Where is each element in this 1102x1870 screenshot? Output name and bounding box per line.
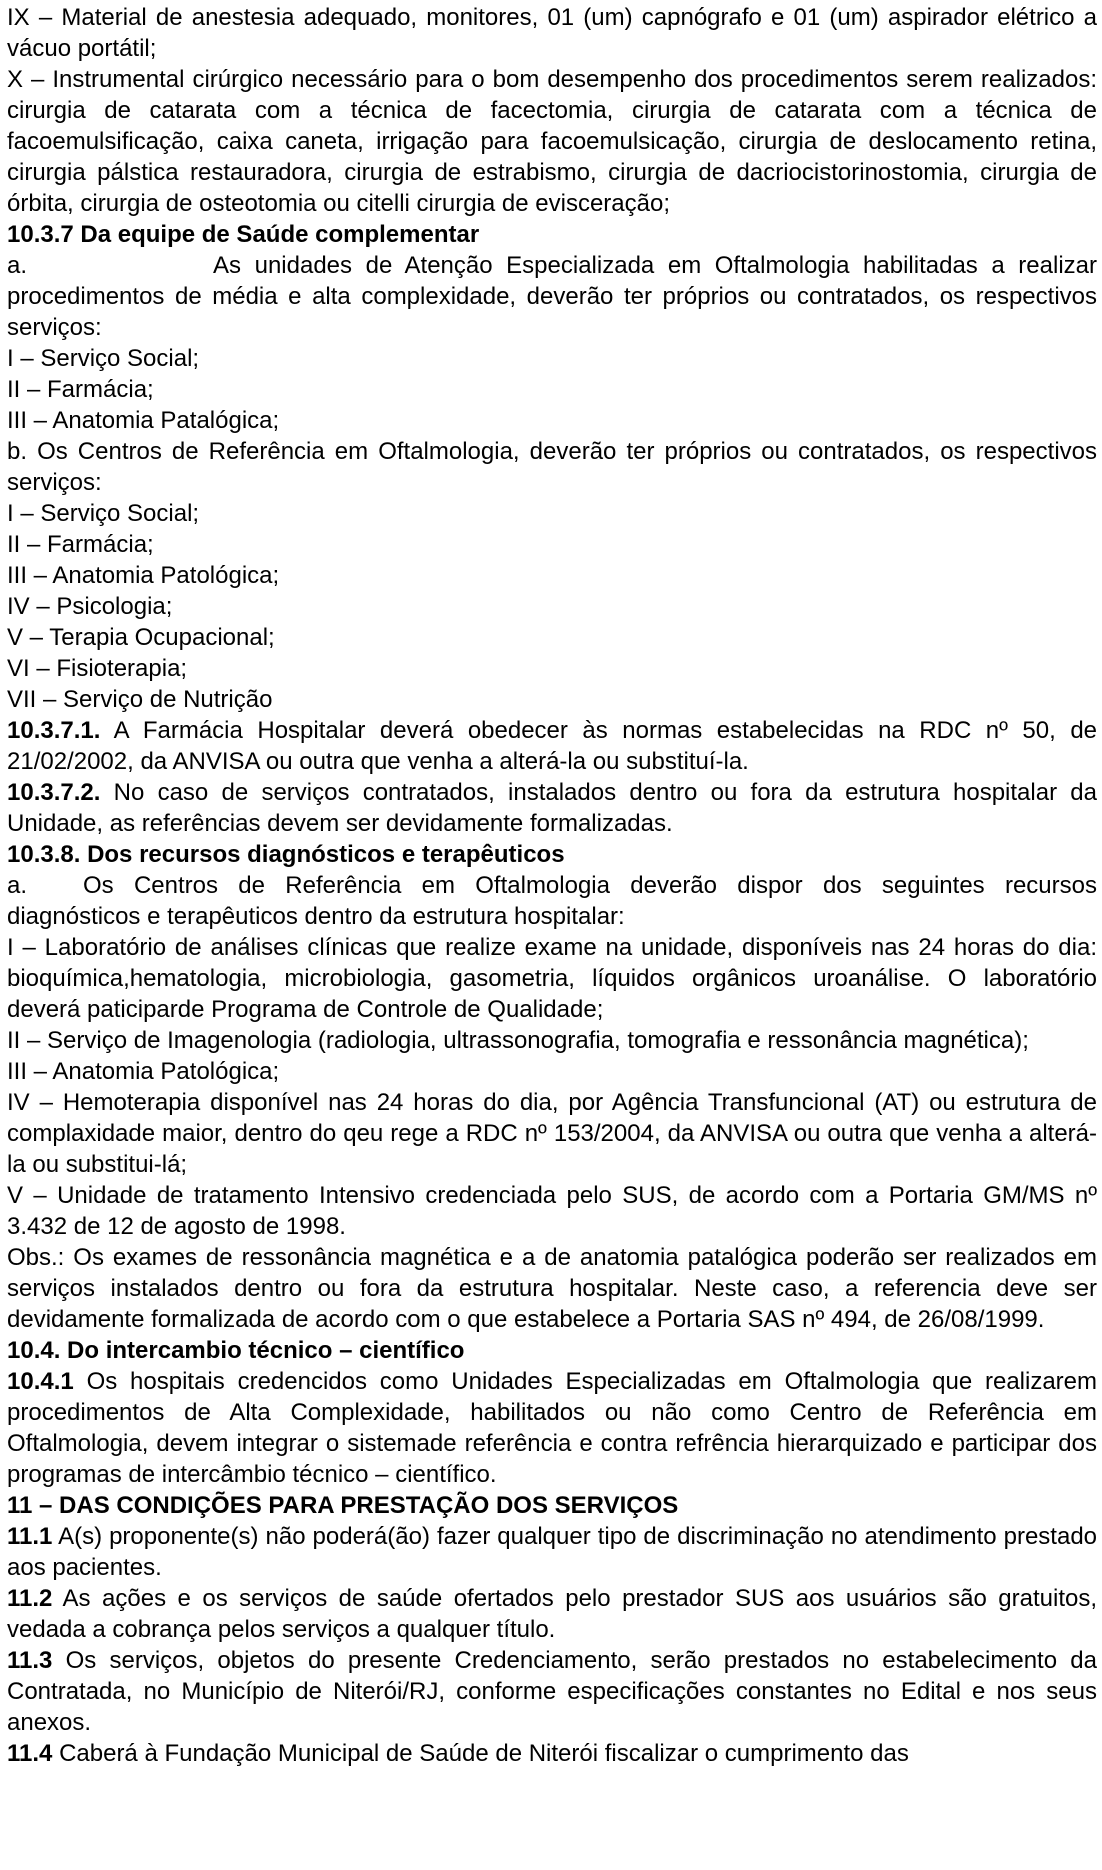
list-item-iv: IV – Hemoterapia disponível nas 24 horas do dia, por Agência Transfuncional (AT) ou estrutura de complaxidade maior, dentro do qeu rege a RDC nº 153/2004, da ANVISA ou outra que venha a alterá-la ou substitui-lá; [7, 1089, 1097, 1178]
list-item: I – Serviço Social; [7, 500, 200, 527]
list-item: III – Anatomia Patalógica; [7, 407, 280, 434]
paragraph-number: 11.3 [7, 1647, 53, 1674]
section-heading-11: 11 – DAS CONDIÇÕES PARA PRESTAÇÃO DOS SERVIÇOS [7, 1492, 679, 1519]
paragraph-text: As unidades de Atenção Especializada em Oftalmologia habilitadas a realizar procedimentos de média e alta complexidade, deverão ter próprios ou contratados, os respectivos serviços: [7, 252, 1097, 341]
paragraph-text: As ações e os serviços de saúde ofertados pelo prestador SUS aos usuários são gratuitos, vedada a cobrança pelos serviços a qualquer título. [7, 1585, 1097, 1643]
paragraph-text: Caberá à Fundação Municipal de Saúde de Niterói fiscalizar o cumprimento das [59, 1740, 909, 1767]
paragraph-a-10-3-7 [7, 250, 1097, 343]
paragraph-text: Os hospitais credencidos como Unidades Especializadas em Oftalmologia que realizarem procedimentos de Alta Complexidade, habilitados ou não como Centro de Referência em Oftalmologia, devem integrar o sistemade referência e contra refrência hierarquizado e participar dos programas de intercâmbio técnico – científico. [7, 1368, 1098, 1488]
paragraph-text: No caso de serviços contratados, instalados dentro ou fora da estrutura hospitalar da Unidade, as referências devem ser devidamente formalizadas. [7, 779, 1098, 837]
paragraph-text: Os Centros de Referência em Oftalmologia deverão dispor dos seguintes recursos diagnósticos e terapêuticos dentro da estrutura hospitalar: [7, 872, 1097, 930]
section-heading-10-4: 10.4. Do intercambio técnico – científico [7, 1337, 465, 1364]
paragraph-number: 11.1 [7, 1523, 53, 1550]
paragraph-number: 10.3.7.1. [7, 717, 101, 744]
paragraph-text: A Farmácia Hospitalar deverá obedecer às normas estabelecidas na RDC nº 50, de 21/02/2002, da ANVISA ou outra que venha a alterá-la ou substituí-la. [7, 717, 1098, 775]
paragraph-11-4 [7, 1738, 1097, 1769]
section-heading-10-3-7: 10.3.7 Da equipe de Saúde complementar [7, 221, 480, 248]
paragraph-number: 10.3.7.2. [7, 779, 101, 806]
paragraph-10-3-7-1 [7, 715, 1097, 777]
paragraph-10-3-7-2 [7, 777, 1097, 839]
paragraph-number: 11.2 [7, 1585, 53, 1612]
list-item: III – Anatomia Patológica; [7, 562, 280, 589]
paragraph-11-1 [7, 1521, 1097, 1583]
list-item-iii: III – Anatomia Patológica; [7, 1058, 280, 1085]
document-page [7, 2, 1097, 1769]
paragraph-label: a. [7, 252, 28, 279]
item-x: X – Instrumental cirúrgico necessário para o bom desempenho dos procedimentos serem realizados: cirurgia de catarata com a técnica de facectomia, cirurgia de catarata com a técnica de facoemulsificação, caixa caneta, irrigação para facoemulsicação, cirurgia de deslocamento retina, cirurgia pálstica restauradora, cirurgia de estrabismo, cirurgia de dacriocistorinostomia, cirurgia de órbita, cirurgia de osteotomia ou citelli cirurgia de evisceração; [7, 66, 1097, 217]
list-item-v: V – Unidade de tratamento Intensivo credenciada pelo SUS, de acordo com a Portaria GM/MS nº 3.432 de 12 de agosto de 1998. [7, 1182, 1097, 1240]
paragraph-11-2 [7, 1583, 1097, 1645]
list-item: VII – Serviço de Nutrição [7, 686, 273, 713]
section-heading-10-3-8: 10.3.8. Dos recursos diagnósticos e terapêuticos [7, 841, 565, 868]
list-item-ii: II – Serviço de Imagenologia (radiologia, ultrassonografia, tomografia e ressonância magnética); [7, 1027, 1029, 1054]
list-item-i: I – Laboratório de análises clínicas que realize exame na unidade, disponíveis nas 24 horas do dia: bioquímica,hematologia, microbiologia, gasometria, líquidos orgânicos uroanálise. O laboratório deverá paticiparde Programa de Controle de Qualidade; [7, 934, 1097, 1023]
list-item: I – Serviço Social; [7, 345, 200, 372]
observation-note: Obs.: Os exames de ressonância magnética e a de anatomia patalógica poderão ser realizados em serviços instalados dentro ou fora da estrutura hospitalar. Neste caso, a referencia deve ser devidamente formalizada de acordo com o que estabelece a Portaria SAS nº 494, de 26/08/1999. [7, 1244, 1097, 1333]
paragraph-label: a. [7, 872, 28, 899]
paragraph-text: Os serviços, objetos do presente Credenciamento, serão prestados no estabelecimento da Contratada, no Município de Niterói/RJ, conforme especificações constantes no Edital e nos seus anexos. [7, 1647, 1097, 1736]
paragraph-10-4-1 [7, 1366, 1097, 1490]
list-item: IV – Psicologia; [7, 593, 173, 620]
item-ix: IX – Material de anestesia adequado, monitores, 01 (um) capnógrafo e 01 (um) aspirador elétrico a vácuo portátil; [7, 4, 1097, 62]
list-item: II – Farmácia; [7, 531, 154, 558]
list-item: VI – Fisioterapia; [7, 655, 188, 682]
paragraph-number: 11.4 [7, 1740, 53, 1767]
list-item: II – Farmácia; [7, 376, 154, 403]
paragraph-text: A(s) proponente(s) não poderá(ão) fazer qualquer tipo de discriminação no atendimento prestado aos pacientes. [7, 1523, 1098, 1581]
paragraph-11-3 [7, 1645, 1097, 1738]
paragraph-number: 10.4.1 [7, 1368, 74, 1395]
list-item: V – Terapia Ocupacional; [7, 624, 275, 651]
paragraph-a-10-3-8 [7, 870, 1097, 932]
paragraph-b-10-3-7: b. Os Centros de Referência em Oftalmologia, deverão ter próprios ou contratados, os respectivos serviços: [7, 438, 1097, 496]
